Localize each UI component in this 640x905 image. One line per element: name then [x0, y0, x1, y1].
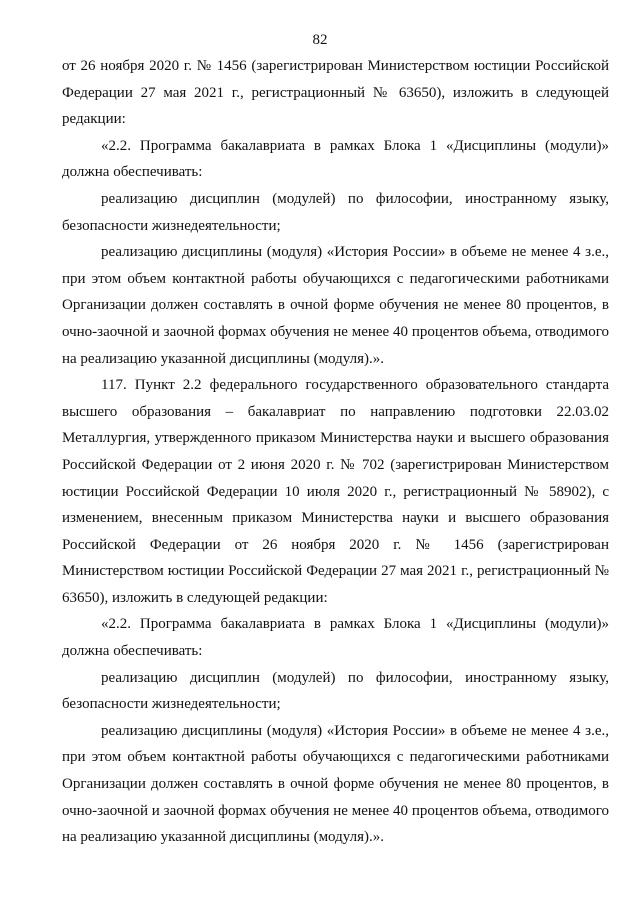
paragraph-disciplines-list-2: реализацию дисциплин (модулей) по философии, иностранному языку, безопасности жизнедеятельности;	[62, 669, 609, 713]
paragraph-item-117: 117. Пункт 2.2 федерального государственного образовательного стандарта высшего образования – бакалавриат по направлению подготовки 22.03.02 Металлургия, утвержденного приказом Министерства науки и высшего образования Российской Федерации от 2 июня 2020 г. № 702 (зарегистрирован Министерством юстиции Российской Федерации 10 июля 2020 г., регистрационный № 58902), с изменением, внесенным приказом Министерства науки и высшего образования Российской Федерации от 26 ноября 2020 г. № 1456 (зарегистрирован Министерством юстиции Российской Федерации 27 мая 2021 г., регистрационный № 63650), изложить в следующей редакции:	[62, 377, 609, 606]
paragraph-history-discipline-2: реализацию дисциплины (модуля) «История России» в объеме не менее 4 з.е., при этом объем контактной работы обучающихся с педагогическими работниками Организации должен составлять в очной форме обучения не менее 80 процентов, в очно-заочной и заочной формах обучения не менее 40 процентов объема, отводимого на реализацию указанной дисциплины (модуля).».	[62, 722, 609, 846]
paragraph-program-requirement: «2.2. Программа бакалавриата в рамках Блока 1 «Дисциплины (модули)» должна обеспечивать:	[62, 137, 609, 181]
paragraph-continuation: от 26 ноября 2020 г. № 1456 (зарегистрирован Министерством юстиции Российской Федерации 27 мая 2021 г., регистрационный № 63650), изложить в следующей редакции:	[62, 58, 609, 128]
document-body	[62, 53, 609, 851]
paragraph-program-requirement-2: «2.2. Программа бакалавриата в рамках Блока 1 «Дисциплины (модули)» должна обеспечивать:	[62, 616, 609, 660]
paragraph-disciplines-list: реализацию дисциплин (модулей) по философии, иностранному языку, безопасности жизнедеятельности;	[62, 190, 609, 234]
paragraph-history-discipline: реализацию дисциплины (модуля) «История России» в объеме не менее 4 з.е., при этом объем контактной работы обучающихся с педагогическими работниками Организации должен составлять в очной форме обучения не менее 80 процентов, в очно-заочной и заочной формах обучения не менее 40 процентов объема, отводимого на реализацию указанной дисциплины (модуля).».	[62, 244, 609, 367]
page-number: 82	[312, 32, 328, 48]
